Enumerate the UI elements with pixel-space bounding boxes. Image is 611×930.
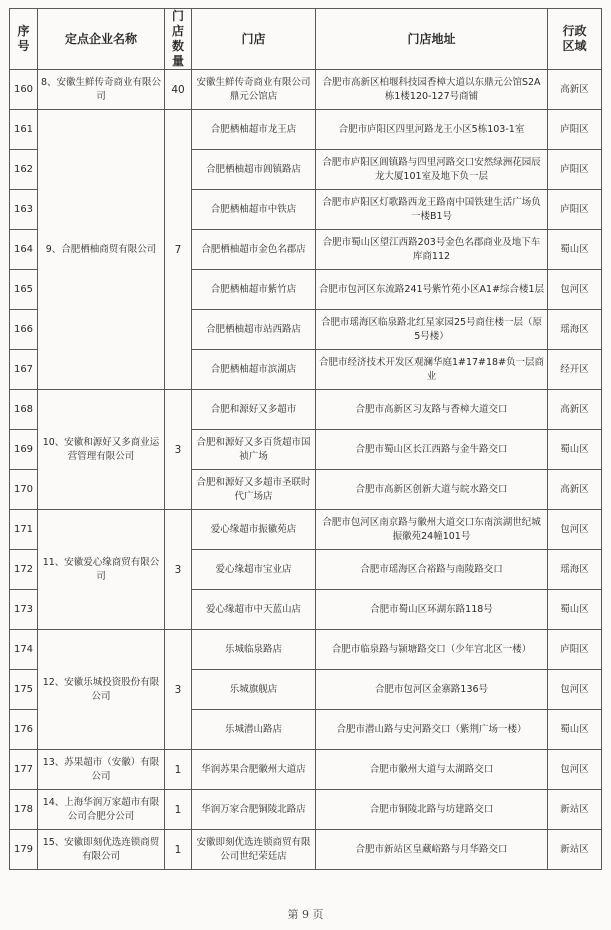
cell-store: 合肥栖柚超市站西路店 xyxy=(192,310,316,350)
table-row xyxy=(10,70,602,110)
cell-district: 高新区 xyxy=(548,470,602,510)
cell-address: 合肥市蜀山区环湖东路118号 xyxy=(316,590,548,630)
cell-store: 合肥栖柚超市滨湖店 xyxy=(192,350,316,390)
table-row xyxy=(10,510,602,550)
cell-store: 合肥栖柚超市龙王店 xyxy=(192,110,316,150)
cell-seq: 173 xyxy=(10,590,38,630)
cell-store: 乐城旗舰店 xyxy=(192,670,316,710)
cell-store: 合肥和源好又多超市圣联时代广场店 xyxy=(192,470,316,510)
cell-address: 合肥市高新区习友路与香樟大道交口 xyxy=(316,390,548,430)
cell-address: 合肥市瑶海区合裕路与南陵路交口 xyxy=(316,550,548,590)
cell-store: 乐城潜山路店 xyxy=(192,710,316,750)
cell-store-count: 7 xyxy=(165,110,192,390)
cell-seq: 166 xyxy=(10,310,38,350)
cell-store-count: 3 xyxy=(165,510,192,630)
cell-address: 合肥市徽州大道与太湖路交口 xyxy=(316,750,548,790)
cell-store: 乐城临泉路店 xyxy=(192,630,316,670)
cell-district: 蜀山区 xyxy=(548,430,602,470)
cell-seq: 164 xyxy=(10,230,38,270)
page-number: 第 9 页 xyxy=(287,908,324,921)
cell-address: 合肥市瑶海区临泉路北红星家园25号商住楼一层（原5号楼） xyxy=(316,310,548,350)
cell-store: 安徽即刻优选连锁商贸有限公司世纪荣廷店 xyxy=(192,830,316,870)
cell-seq: 168 xyxy=(10,390,38,430)
cell-seq: 175 xyxy=(10,670,38,710)
table-row xyxy=(10,750,602,790)
cell-address: 合肥市新站区皇藏峪路与月华路交口 xyxy=(316,830,548,870)
cell-store: 合肥和源好又多超市 xyxy=(192,390,316,430)
cell-address: 合肥市蜀山区长江西路与金牛路交口 xyxy=(316,430,548,470)
cell-seq: 179 xyxy=(10,830,38,870)
table-row xyxy=(10,630,602,670)
header-address: 门店地址 xyxy=(316,9,548,70)
cell-address: 合肥市经济技术开发区观澜华庭1#17#18#负一层商业 xyxy=(316,350,548,390)
cell-address: 合肥市庐阳区四里河路龙王小区5栋103-1室 xyxy=(316,110,548,150)
cell-seq: 170 xyxy=(10,470,38,510)
cell-district: 蜀山区 xyxy=(548,590,602,630)
cell-seq: 165 xyxy=(10,270,38,310)
cell-company: 11、安徽爱心缘商贸有限公司 xyxy=(38,510,165,630)
cell-address: 合肥市高新区创新大道与皖水路交口 xyxy=(316,470,548,510)
cell-seq: 178 xyxy=(10,790,38,830)
table-row xyxy=(10,790,602,830)
table-row xyxy=(10,110,602,150)
table-row xyxy=(10,390,602,430)
cell-district: 瑶海区 xyxy=(548,550,602,590)
cell-address: 合肥市包河区南京路与徽州大道交口东南滨湖世纪城振徽苑24幢101号 xyxy=(316,510,548,550)
cell-seq: 167 xyxy=(10,350,38,390)
cell-store: 合肥栖柚超市中铁店 xyxy=(192,190,316,230)
cell-district: 瑶海区 xyxy=(548,310,602,350)
cell-district: 包河区 xyxy=(548,750,602,790)
cell-seq: 169 xyxy=(10,430,38,470)
cell-seq: 174 xyxy=(10,630,38,670)
cell-store: 华润万家合肥铜陵北路店 xyxy=(192,790,316,830)
cell-address: 合肥市包河区金寨路136号 xyxy=(316,670,548,710)
cell-address: 合肥市庐阳区灯歌路西龙王路南中国铁建生活广场负一楼B1号 xyxy=(316,190,548,230)
cell-address: 合肥市临泉路与颍塘路交口（少年宫北区一楼） xyxy=(316,630,548,670)
cell-district: 新站区 xyxy=(548,830,602,870)
store-list-table-container xyxy=(9,8,602,870)
header-store: 门店 xyxy=(192,9,316,70)
store-list-table xyxy=(9,8,602,870)
cell-address: 合肥市蜀山区望江西路203号金色名郡商业及地下车库商112 xyxy=(316,230,548,270)
cell-store: 合肥栖柚超市紫竹店 xyxy=(192,270,316,310)
cell-district: 蜀山区 xyxy=(548,230,602,270)
cell-seq: 162 xyxy=(10,150,38,190)
cell-district: 庐阳区 xyxy=(548,150,602,190)
cell-address: 合肥市包河区东流路241号紫竹苑小区A1#综合楼1层 xyxy=(316,270,548,310)
cell-district: 包河区 xyxy=(548,670,602,710)
cell-company: 10、安徽和源好又多商业运营管理有限公司 xyxy=(38,390,165,510)
cell-company: 9、合肥栖柚商贸有限公司 xyxy=(38,110,165,390)
cell-district: 包河区 xyxy=(548,270,602,310)
header-district: 行政 区域 xyxy=(548,9,602,70)
cell-district: 新站区 xyxy=(548,790,602,830)
cell-store-count: 1 xyxy=(165,750,192,790)
cell-address: 合肥市铜陵北路与坊建路交口 xyxy=(316,790,548,830)
cell-seq: 176 xyxy=(10,710,38,750)
cell-seq: 171 xyxy=(10,510,38,550)
cell-company: 8、安徽生鲜传奇商业有限公司 xyxy=(38,70,165,110)
cell-store: 安徽生鲜传奇商业有限公司鼎元公馆店 xyxy=(192,70,316,110)
cell-seq: 177 xyxy=(10,750,38,790)
cell-company: 13、苏果超市（安徽）有限公司 xyxy=(38,750,165,790)
cell-address: 合肥市庐阳区阊镇路与四里河路交口安然绿洲花园辰龙大厦101室及地下负一层 xyxy=(316,150,548,190)
cell-company: 15、安徽即刻优选连锁商贸有限公司 xyxy=(38,830,165,870)
cell-store-count: 3 xyxy=(165,630,192,750)
cell-store: 爱心缘超市中天蓝山店 xyxy=(192,590,316,630)
cell-store: 合肥栖柚超市金色名郡店 xyxy=(192,230,316,270)
cell-store-count: 3 xyxy=(165,390,192,510)
cell-district: 高新区 xyxy=(548,390,602,430)
cell-seq: 160 xyxy=(10,70,38,110)
table-body xyxy=(10,70,602,870)
cell-store-count: 1 xyxy=(165,830,192,870)
cell-seq: 163 xyxy=(10,190,38,230)
cell-store-count: 40 xyxy=(165,70,192,110)
cell-district: 蜀山区 xyxy=(548,710,602,750)
cell-district: 经开区 xyxy=(548,350,602,390)
cell-store: 爱心缘超市振徽苑店 xyxy=(192,510,316,550)
cell-address: 合肥市高新区柏堰科技园香樟大道以东鼎元公馆S2A栋1楼120-127号商铺 xyxy=(316,70,548,110)
cell-district: 庐阳区 xyxy=(548,630,602,670)
cell-district: 高新区 xyxy=(548,70,602,110)
cell-district: 庐阳区 xyxy=(548,190,602,230)
cell-store: 爱心缘超市宝业店 xyxy=(192,550,316,590)
cell-seq: 172 xyxy=(10,550,38,590)
header-count: 门店 数量 xyxy=(165,9,192,70)
cell-seq: 161 xyxy=(10,110,38,150)
cell-store-count: 1 xyxy=(165,790,192,830)
cell-district: 包河区 xyxy=(548,510,602,550)
header-seq: 序号 xyxy=(10,9,38,70)
cell-store: 合肥和源好又多百货超市国祯广场 xyxy=(192,430,316,470)
cell-company: 12、安徽乐城投资股份有限公司 xyxy=(38,630,165,750)
header-company: 定点企业名称 xyxy=(38,9,165,70)
cell-store: 合肥栖柚超市阊镇路店 xyxy=(192,150,316,190)
cell-address: 合肥市潜山路与史河路交口（紫荆广场一楼） xyxy=(316,710,548,750)
table-row xyxy=(10,830,602,870)
cell-district: 庐阳区 xyxy=(548,110,602,150)
cell-company: 14、上海华润万家超市有限公司合肥分公司 xyxy=(38,790,165,830)
table-header-row xyxy=(10,9,602,70)
cell-store: 华润苏果合肥徽州大道店 xyxy=(192,750,316,790)
